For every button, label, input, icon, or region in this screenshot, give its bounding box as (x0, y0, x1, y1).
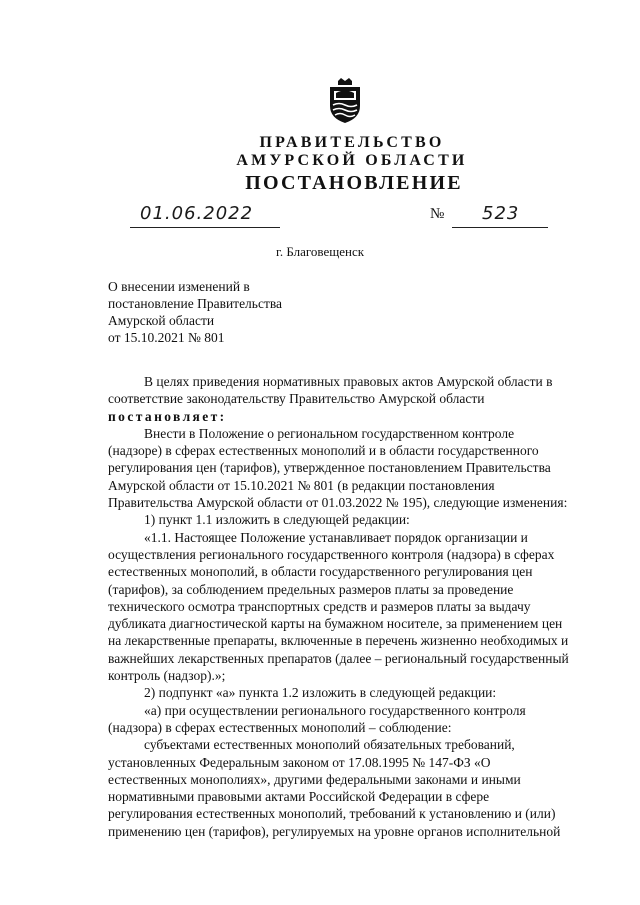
document-date-field (130, 203, 280, 228)
body-line: важнейших лекарственных препаратов (далее – региональный государственный (108, 650, 569, 666)
body-line: на лекарственные препараты, включенные в перечень жизненно необходимых и (108, 633, 569, 649)
subject-line: постановление Правительства (108, 296, 283, 311)
body-line: (тарифов), за соблюдением предельных размеров платы за проведение (108, 581, 514, 597)
body-line: нормативными правовыми актами Российской Федерации в сфере (108, 789, 490, 805)
body-line: установленных Федеральным законом от 17.08.1995 № 147-ФЗ «О (108, 754, 491, 770)
subject-line: от 15.10.2021 № 801 (108, 330, 225, 345)
resolves-word: постановляет: (108, 408, 227, 424)
subject-line: О внесении изменений в (108, 279, 250, 294)
body-line: Амурской области от 15.10.2021 № 801 (в редакции постановления (108, 477, 495, 493)
body-line: 2) подпункт «а» пункта 1.2 изложить в следующей редакции: (144, 685, 497, 701)
body-line: контроль (надзор).»; (108, 668, 226, 684)
body-line: субъектами естественных монополий обязательных требований, (144, 737, 515, 753)
subject-line: Амурской области (108, 313, 215, 328)
body-line: естественных монополиях», другими федеральными законами и иными (108, 771, 521, 787)
document-body (108, 373, 598, 840)
body-line: «1.1. Настоящее Положение устанавливает порядок организации и (144, 529, 528, 545)
body-line: соответствие законодательству Правительство Амурской области (108, 391, 485, 407)
number-sign: № (430, 206, 445, 222)
body-line: осуществления регионального государственного контроля (надзора) в сферах (108, 546, 555, 562)
body-line: В целях приведения нормативных правовых актов Амурской области в (144, 374, 553, 389)
body-line: регулирования естественных монополий, требований к установлению и (или) (108, 806, 556, 822)
body-line: естественных монополий, в области государственного регулирования цен (108, 564, 533, 580)
document-date: 01.06.2022 (140, 203, 254, 224)
body-line: «а) при осуществлении регионального государственного контроля (144, 702, 526, 718)
government-name-line2: АМУРСКОЙ ОБЛАСТИ (236, 152, 468, 169)
document-type-title: ПОСТАНОВЛЕНИЕ (245, 172, 463, 194)
body-line: 1) пункт 1.1 изложить в следующей редакции: (144, 512, 410, 528)
document-number-field (452, 203, 548, 228)
body-line: регулирования цен (тарифов), утвержденное постановлением Правительства (108, 460, 551, 476)
body-line: применению цен (тарифов), регулируемых на уровне органов исполнительной (108, 823, 561, 839)
government-name-line1: ПРАВИТЕЛЬСТВО (259, 134, 445, 151)
coat-of-arms-icon (326, 78, 364, 124)
body-line: дубликата диагностической карты на бумажном носителе, за применением цен (108, 616, 563, 632)
body-line: (надзоре) в сферах естественных монополий и в области государственного (108, 443, 539, 459)
body-line: (надзора) в сферах естественных монополий – соблюдение: (108, 719, 452, 735)
body-line: Правительства Амурской области от 01.03.2022 № 195), следующие изменения: (108, 495, 568, 511)
body-line: Внести в Положение о региональном государственном контроле (144, 425, 515, 441)
document-subject (108, 278, 282, 346)
city-name: г. Благовещенск (275, 244, 365, 259)
body-line: технического осмотра транспортных средств и размеров платы за выдачу (108, 598, 531, 614)
document-number: 523 (482, 203, 520, 224)
